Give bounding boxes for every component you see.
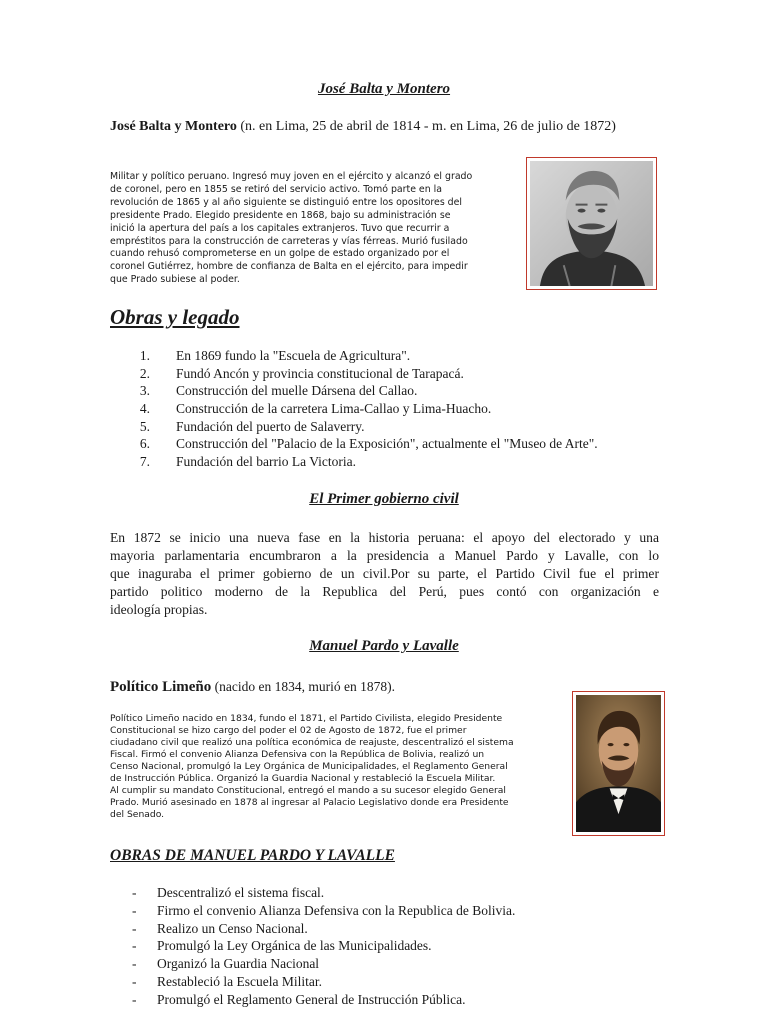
bio-line: Constitucional se hizo cargo del poder el 02 de Agosto de 1872, fue el primer [110,725,467,736]
pardo-portrait-image [576,695,661,832]
list-item: - Descentralizó el sistema fiscal. [132,885,325,900]
obras-list [130,347,690,471]
list-item: - Promulgó el Reglamento General de Instrucción Pública. [132,991,466,1007]
list-item: 1. En 1869 fundo la "Escuela de Agricultura". [139,348,411,363]
bio-line: Fiscal. Firmó el convenio Alianza Defensiva con la República de Bolivia, realizó un [110,749,485,760]
list-item: 4. Construcción de la carretera Lima-Callao y Lima-Huacho. [139,401,492,417]
bio-line: de coronel, pero en 1855 se retiró del servicio activo. Tomó parte en la [110,183,442,195]
pardo-heading: Manuel Pardo y Lavalle [309,638,459,654]
list-item: - Firmo el convenio Alianza Defensiva con la Republica de Bolivia. [132,902,516,918]
list-item: - Promulgó la Ley Orgánica de las Municipalidades. [132,938,432,954]
bio-line: presidente Prado. Elegido presidente en 1868, bajo su administración se [110,209,451,221]
page-title: José Balta y Montero [317,81,451,97]
balta-name: José Balta y Montero [110,119,237,134]
para-line: partido politico moderno de la Republica del Perú, pues contó con organización e [110,583,659,599]
list-item: - Realizo un Censo Nacional. [132,920,308,936]
bio-line: revolución de 1865 y al año siguiente se distinguió entre los opositores del [110,196,463,208]
list-item: 3. Construcción del muelle Dársena del Callao. [139,383,418,399]
bio-line: Censo Nacional, promulgó la Ley Orgánica de Municipalidades, el Reglamento General [110,761,508,772]
list-item: 7. Fundación del barrio La Victoria. [139,454,357,470]
bio-line: Al cumplir su mandato Constitucional, entregó el mando a su sucesor elegido General [110,785,506,796]
bio-line: cuando rehusó comprometerse en un golpe de estado organizado por el [110,248,450,260]
pardo-bio [110,713,563,821]
pardo-subtitle-dates: (nacido en 1834, murió en 1878). [211,679,395,694]
balta-portrait [526,157,657,290]
bio-line: Prado. Murió asesinado en 1878 al ingresar al Palacio Legislativo donde era Presidente [110,797,509,808]
balta-bio [110,171,517,287]
list-item: 6. Construcción del "Palacio de la Exposición", actualmente el "Museo de Arte". [139,436,598,452]
pardo-subtitle [110,677,395,697]
obras-pardo-list [132,884,692,1009]
para-line: En 1872 se inicio una nueva fase en la historia peruana: el apoyo del electorado y una [110,530,659,545]
bio-line: empréstitos para la construcción de carreteras y vías férreas. Murió fusilado [110,235,468,247]
bio-line: Militar y político peruano. Ingresó muy joven en el ejército y alcanzó el grado [110,171,473,182]
list-item: 5. Fundación del puerto de Salaverry. [139,418,365,434]
gobierno-paragraph [110,529,659,619]
pardo-portrait [572,691,665,836]
bio-line: de Instrucción Pública. Organizó la Guardia Nacional y restableció la Escuela Militar. [110,773,496,784]
list-item: - Restableció la Escuela Militar. [132,973,322,989]
bio-line: inició la apertura del país a los capitales extranjeros. Tuvo que recurrir a [110,222,450,234]
para-line: ideología propias. [110,601,208,617]
gobierno-heading: El Primer gobierno civil [309,491,459,507]
list-item: 2. Fundó Ancón y provincia constitucional de Tarapacá. [139,365,464,381]
obras-pardo-heading: OBRAS DE MANUEL PARDO Y LAVALLE [110,847,395,864]
bio-line: Político Limeño nacido en 1834, fundo el 1871, el Partido Civilista, elegido Presidente [110,713,503,724]
balta-dates: (n. en Lima, 25 de abril de 1814 - m. en Lima, 26 de julio de 1872) [236,119,616,134]
bio-line: ciudadano civil que realizó una política económica de reajuste, descentralizó el sistema [110,737,514,748]
pardo-subtitle-bold: Político Limeño [110,679,212,695]
bio-line: que Prado subiese al poder. [110,274,240,286]
bio-line: coronel Gutiérrez, hombre de confianza de Balta en el ejército, para impedir [110,261,468,273]
balta-intro [110,118,658,136]
balta-portrait-image [530,161,653,286]
para-line: que inaguraba el primer gobierno de un civil.Por su parte, el Partido Civil fue el primer [110,565,659,581]
para-line: mayoria parlamentaria encumbraron a la presidencia a Manuel Pardo y Lavalle, con lo [110,547,659,563]
obras-heading: Obras y legado [110,305,240,329]
list-item: - Organizó la Guardia Nacional [132,956,320,972]
bio-line: del Senado. [110,809,165,820]
